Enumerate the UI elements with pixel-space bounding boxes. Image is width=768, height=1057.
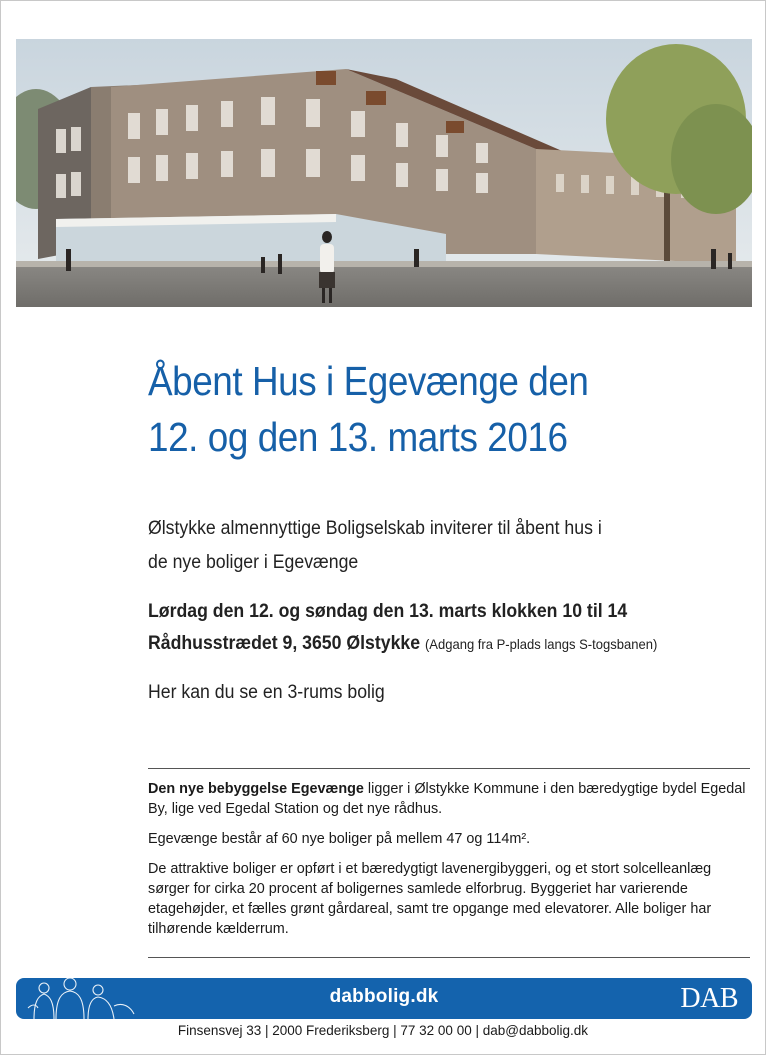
- event-location: [148, 628, 715, 660]
- divider-bottom: [148, 957, 750, 958]
- info-paragraph-1-rest: ligger i Ølstykke Kommune i den bæredygtige bydel Egedal By, lige ved Egedal Station og det nye rådhus.: [148, 781, 746, 817]
- event-details: [148, 596, 715, 660]
- event-where: Rådhusstrædet 9, 3650 Ølstykke: [148, 633, 421, 654]
- dab-logo: DAB: [680, 983, 738, 1014]
- showing-text: Her kan du se en 3-rums bolig: [148, 682, 385, 703]
- footer-phone[interactable]: 77 32 00 00: [400, 1023, 472, 1038]
- info-paragraph-2: Egevænge består af 60 nye boliger på mellem 47 og 114m².: [148, 831, 531, 847]
- website-link[interactable]: dabbolig.dk: [329, 986, 439, 1007]
- intro-text: [148, 512, 715, 580]
- footer-email[interactable]: dab@dabbolig.dk: [482, 1023, 589, 1038]
- footer-address: Finsensvej 33: [177, 1023, 262, 1038]
- event-where-note: (Adgang fra P-plads langs S-togsbanen): [424, 636, 658, 652]
- footer-city: 2000 Frederiksberg: [272, 1023, 390, 1038]
- building-illustration: [16, 39, 752, 307]
- info-paragraph-1: [148, 779, 748, 819]
- headline-line-1: Åbent Hus i Egevænge den: [148, 358, 589, 404]
- info-section: [148, 779, 748, 949]
- info-paragraph-1-lead: Den nye bebyggelse Egevænge: [148, 781, 364, 797]
- divider-top: [148, 768, 750, 769]
- headline-line-2: 12. og den 13. marts 2016: [148, 414, 568, 460]
- headline: [148, 353, 688, 465]
- footer-separator: |: [393, 1023, 397, 1038]
- brand-bar: [16, 978, 752, 1019]
- intro-line-1: Ølstykke almennyttige Boligselskab inviterer til åbent hus i: [148, 518, 602, 539]
- contact-footer: [1, 1023, 765, 1038]
- info-paragraph-3: De attraktive boliger er opført i et bæredygtigt lavenergibyggeri, og et stort solcelleanlæg sørger for cirka 20 procent af boligernes samlede elforbrug. Byggeriet har varierende etagehøjder, et fælles grønt gårdareal, samt tre opgange med elevatorer. Alle boliger har tilhørende kælderrum.: [148, 861, 712, 937]
- intro-line-2: de nye boliger i Egevænge: [148, 552, 359, 573]
- event-when: Lørdag den 12. og søndag den 13. marts klokken 10 til 14: [148, 601, 628, 622]
- footer-separator: |: [475, 1023, 479, 1038]
- footer-separator: |: [264, 1023, 269, 1038]
